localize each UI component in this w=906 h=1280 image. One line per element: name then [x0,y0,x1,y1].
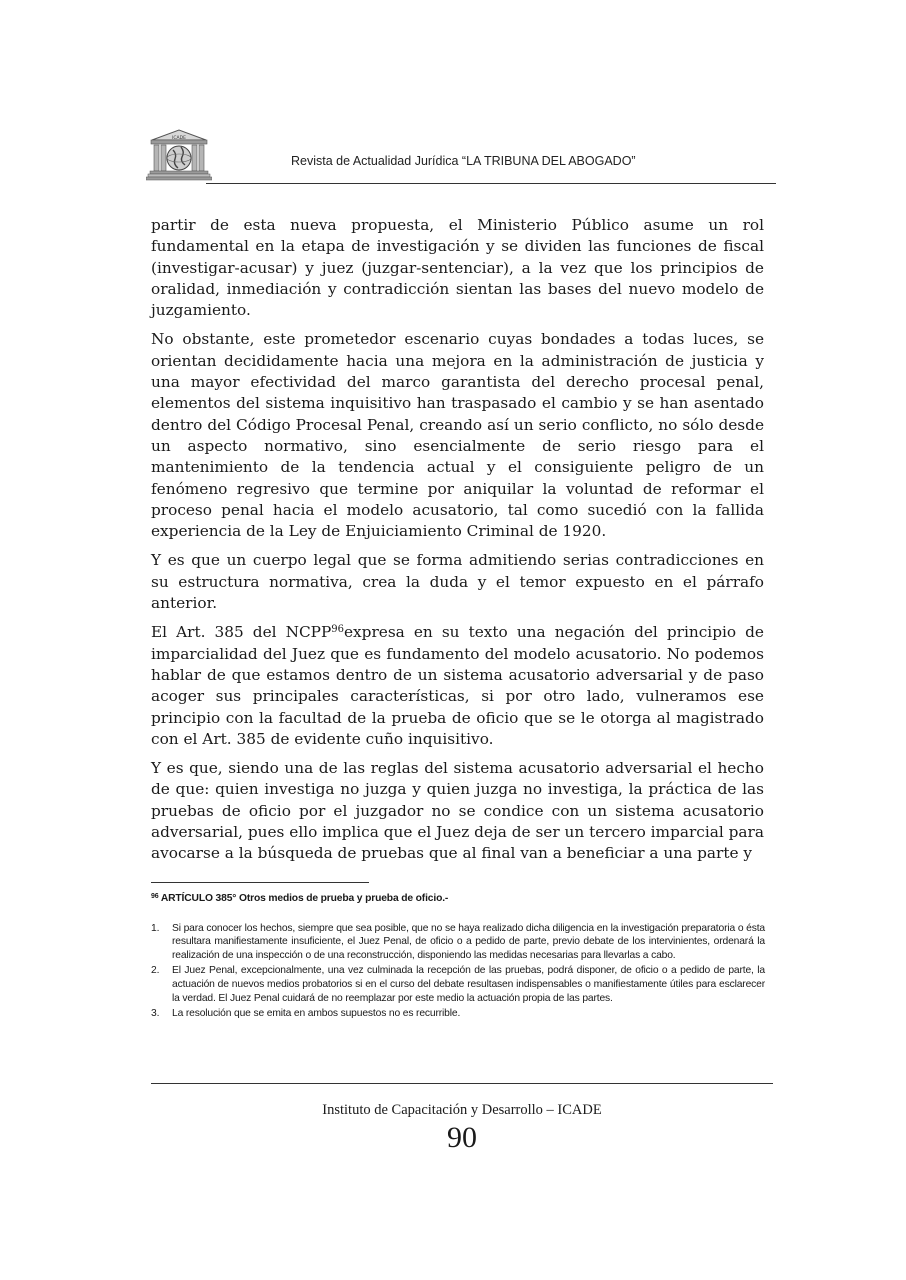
footnote-reference[interactable]: 96 [331,624,344,636]
footnote-item [151,964,765,1005]
footer-divider [151,1083,773,1084]
logo-text: ICADE [172,136,186,141]
item-text: El Juez Penal, excepcionalmente, una vez culminada la recepción de las pruebas, podrá disponer, de oficio o a pedido de parte, la actuación de nuevos medios probatorios si en el curso del debate resultasen indispensables o manifiestamente útiles para esclarecer la verdad. El Juez Penal cuidará de no reemplazar por este medio la actuación propia de las partes. [172,965,765,1004]
page-number: 90 [447,1121,477,1154]
paragraph [151,622,764,750]
item-number: 3. [151,1008,160,1020]
header-divider [206,183,776,184]
footnote-item [151,922,765,963]
footnote-title: ARTÍCULO 385° Otros medios de prueba y prueba de oficio.- [160,893,449,904]
footnote-heading [151,892,765,906]
journal-title: Revista de Actualidad Jurídica “LA TRIBUNA DEL ABOGADO” [291,154,636,168]
footnote-divider [151,882,369,883]
paragraph: No obstante, este prometedor escenario cuyas bondades a todas luces, se orientan decididamente hacia una mejora en la administración de justicia y una mayor efectividad del marco garantista del derecho procesal penal, elementos del sistema inquisitivo han traspasado el cambio y se han asentado dentro del Código Procesal Penal, creando así un serio conflicto, no sólo desde un aspecto normativo, sino esencialmente de serio riesgo para el mantenimiento de la tendencia actual y el consiguiente peligro de un fenómeno regresivo que termine por aniquilar la voluntad de reformar el proceso penal hacia el modelo acusatorio, tal como sucedió con la fallida experiencia de la Ley de Enjuiciamiento Criminal de 1920. [151,330,764,541]
footnote [151,892,765,1023]
footer-institute: Instituto de Capacitación y Desarrollo – ICADE [322,1102,602,1118]
item-number: 2. [151,965,160,977]
page-header [146,128,776,184]
paragraph-text: expresa en su texto una negación del principio de imparcialidad del Juez que es fundamento del modelo acusatorio. No podemos hablar de que estamos dentro de un sistema acusatorio adversarial y de paso acoger sus principales características, si por otro lado, vulneramos ese principio con la facultad de la prueba de oficio que se le otorga al magistrado con el Art. 385 de evidente cuño inquisitivo. [151,623,764,748]
footnote-number: 96 [151,893,159,900]
item-number: 1. [151,922,160,934]
footnote-list [151,922,765,1021]
icade-logo [146,128,212,182]
article-body [151,215,764,873]
paragraph: Y es que un cuerpo legal que se forma admitiendo serias contradicciones en su estructura normativa, crea la duda y el temor expuesto en el párrafo anterior. [151,551,764,613]
paragraph: partir de esta nueva propuesta, el Ministerio Público asume un rol fundamental en la etapa de investigación y se dividen las funciones de fiscal (investigar-acusar) y juez (juzgar-sentenciar), a la vez que los principios de oralidad, inmediación y contradicción sientan las bases del nuevo modelo de juzgamiento. [151,216,764,320]
paragraph: Y es que, siendo una de las reglas del sistema acusatorio adversarial el hecho de que: quien investiga no juzga y quien juzga no investiga, la práctica de las pruebas de oficio por el juzgador no se condice con un sistema acusatorio adversarial, pues ello implica que el Juez deja de ser un tercero imparcial para avocarse a la búsqueda de pruebas que al final van a beneficiar a una parte y [151,759,764,863]
item-text: La resolución que se emita en ambos supuestos no es recurrible. [172,1008,461,1020]
footnote-item [151,1007,765,1021]
paragraph-text: El Art. 385 del NCPP [151,623,332,642]
item-text: Si para conocer los hechos, siempre que sea posible, que no se haya realizado dicha diligencia en la investigación preparatoria o ésta resultara manifiestamente insuficiente, el Juez Penal, de oficio o a pedido de parte, previo debate de los intervinientes, ordenará la realización de una inspección o de una reconstrucción, disponiendo las medidas necesarias para llevarlas a cabo. [172,922,765,961]
